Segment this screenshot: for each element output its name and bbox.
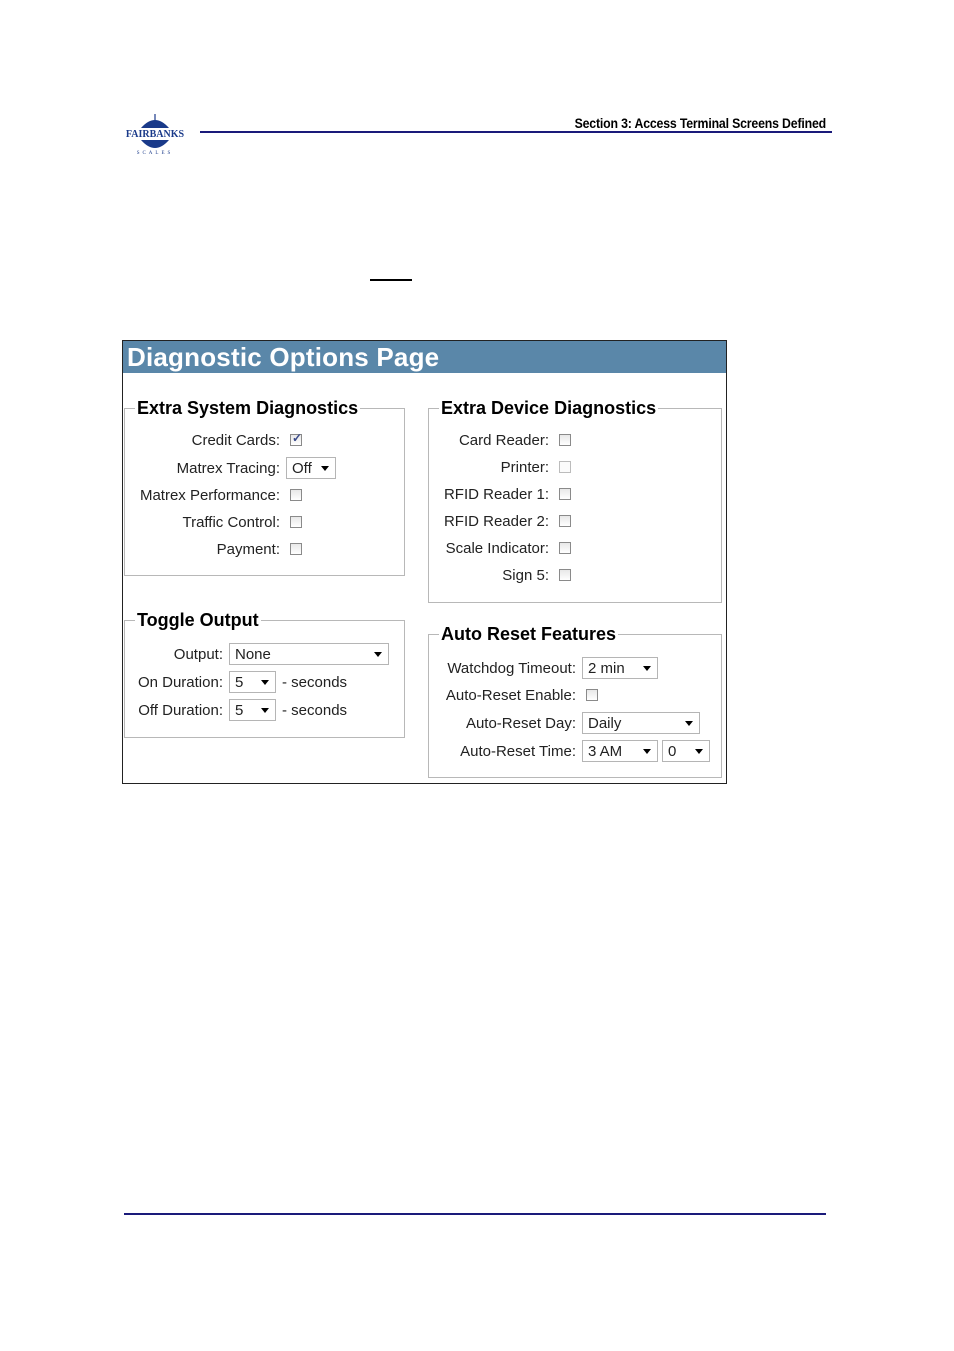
rfid-reader-1-row <box>423 483 571 505</box>
chevron-down-icon <box>374 652 382 657</box>
scale-indicator-row <box>423 537 571 559</box>
fairbanks-logo <box>124 112 186 156</box>
off-duration-value: 5 <box>235 701 244 719</box>
matrex-tracing-row <box>123 457 336 479</box>
auto-reset-minute-select[interactable] <box>662 740 710 762</box>
diagnostic-options-screenshot <box>122 340 727 784</box>
output-label: Output: <box>173 645 223 663</box>
off-duration-select[interactable] <box>229 699 276 721</box>
extra-device-legend: Extra Device Diagnostics <box>441 398 657 418</box>
rfid-reader-2-row <box>423 510 571 532</box>
auto-reset-day-row <box>423 712 700 734</box>
on-duration-row <box>123 671 347 693</box>
traffic-control-row <box>123 511 302 533</box>
watchdog-value: 2 min <box>588 659 625 677</box>
matrex-performance-row <box>123 484 302 506</box>
output-value: None <box>235 645 271 663</box>
checkmark-icon: ✓ <box>292 431 303 445</box>
card-reader-row <box>423 429 571 451</box>
off-duration-suffix: - seconds <box>282 701 348 719</box>
matrex-performance-label: Matrex Performance: <box>139 486 280 504</box>
watchdog-select[interactable] <box>582 657 658 679</box>
extra-system-legend: Extra System Diagnostics <box>137 398 359 418</box>
traffic-control-checkbox[interactable] <box>290 516 302 528</box>
on-duration-value: 5 <box>235 673 244 691</box>
on-duration-label: On Duration: <box>137 673 223 691</box>
printer-label: Printer: <box>500 458 549 476</box>
card-reader-label: Card Reader: <box>458 431 549 449</box>
toggle-output-legend: Toggle Output <box>137 610 259 630</box>
traffic-control-label: Traffic Control: <box>182 513 280 531</box>
watchdog-label: Watchdog Timeout: <box>447 659 576 677</box>
printer-checkbox[interactable] <box>559 461 571 473</box>
auto-reset-enable-label: Auto-Reset Enable: <box>445 686 576 704</box>
chevron-down-icon <box>643 749 651 754</box>
rfid-reader-2-label: RFID Reader 2: <box>443 512 549 530</box>
matrex-tracing-value: Off <box>292 459 312 477</box>
auto-reset-minute-value: 0 <box>668 742 677 760</box>
watchdog-row <box>423 657 658 679</box>
page-title: Diagnostic Options Page <box>123 341 726 373</box>
off-duration-row <box>123 699 347 721</box>
logo-subtext: SCALES <box>136 151 174 156</box>
rfid-reader-2-checkbox[interactable] <box>559 515 571 527</box>
auto-reset-enable-row <box>423 684 598 706</box>
output-select[interactable] <box>229 643 389 665</box>
section-title: Section 3: Access Terminal Screens Defined <box>574 115 826 131</box>
on-duration-suffix: - seconds <box>282 673 348 691</box>
off-duration-label: Off Duration: <box>138 701 223 719</box>
auto-reset-enable-checkbox[interactable] <box>586 689 598 701</box>
matrex-performance-checkbox[interactable] <box>290 489 302 501</box>
scale-indicator-label: Scale Indicator: <box>445 539 549 557</box>
chevron-down-icon <box>261 708 269 713</box>
auto-reset-day-select[interactable] <box>582 712 700 734</box>
chevron-down-icon <box>695 749 703 754</box>
chevron-down-icon <box>261 680 269 685</box>
auto-reset-time-label: Auto-Reset Time: <box>460 742 576 760</box>
credit-cards-checkbox[interactable] <box>290 431 303 446</box>
sign-5-label: Sign 5: <box>502 566 549 584</box>
payment-row <box>123 538 302 560</box>
auto-reset-day-label: Auto-Reset Day: <box>465 714 576 732</box>
credit-cards-label: Credit Cards: <box>191 431 280 449</box>
sign-5-row <box>423 564 571 586</box>
matrex-tracing-select[interactable] <box>286 457 336 479</box>
chevron-down-icon <box>643 666 651 671</box>
header-rule <box>200 131 832 133</box>
printer-row <box>423 456 571 478</box>
auto-reset-day-value: Daily <box>588 714 622 732</box>
payment-checkbox[interactable] <box>290 543 302 555</box>
auto-reset-hour-select[interactable] <box>582 740 658 762</box>
rfid-reader-1-label: RFID Reader 1: <box>443 485 549 503</box>
chevron-down-icon <box>321 466 329 471</box>
card-reader-checkbox[interactable] <box>559 434 571 446</box>
chevron-down-icon <box>685 721 693 726</box>
auto-reset-legend: Auto Reset Features <box>441 624 617 644</box>
logo-wordmark: FAIRBANKS <box>125 129 185 140</box>
credit-cards-row <box>123 429 302 451</box>
rfid-reader-1-checkbox[interactable] <box>559 488 571 500</box>
on-duration-select[interactable] <box>229 671 276 693</box>
sign-5-checkbox[interactable] <box>559 569 571 581</box>
footer-rule <box>124 1213 826 1215</box>
output-row <box>123 643 389 665</box>
auto-reset-time-row <box>423 740 710 762</box>
matrex-tracing-label: Matrex Tracing: <box>176 459 280 477</box>
scale-indicator-checkbox[interactable] <box>559 542 571 554</box>
short-rule <box>370 279 412 281</box>
payment-label: Payment: <box>216 540 280 558</box>
auto-reset-hour-value: 3 AM <box>588 742 623 760</box>
